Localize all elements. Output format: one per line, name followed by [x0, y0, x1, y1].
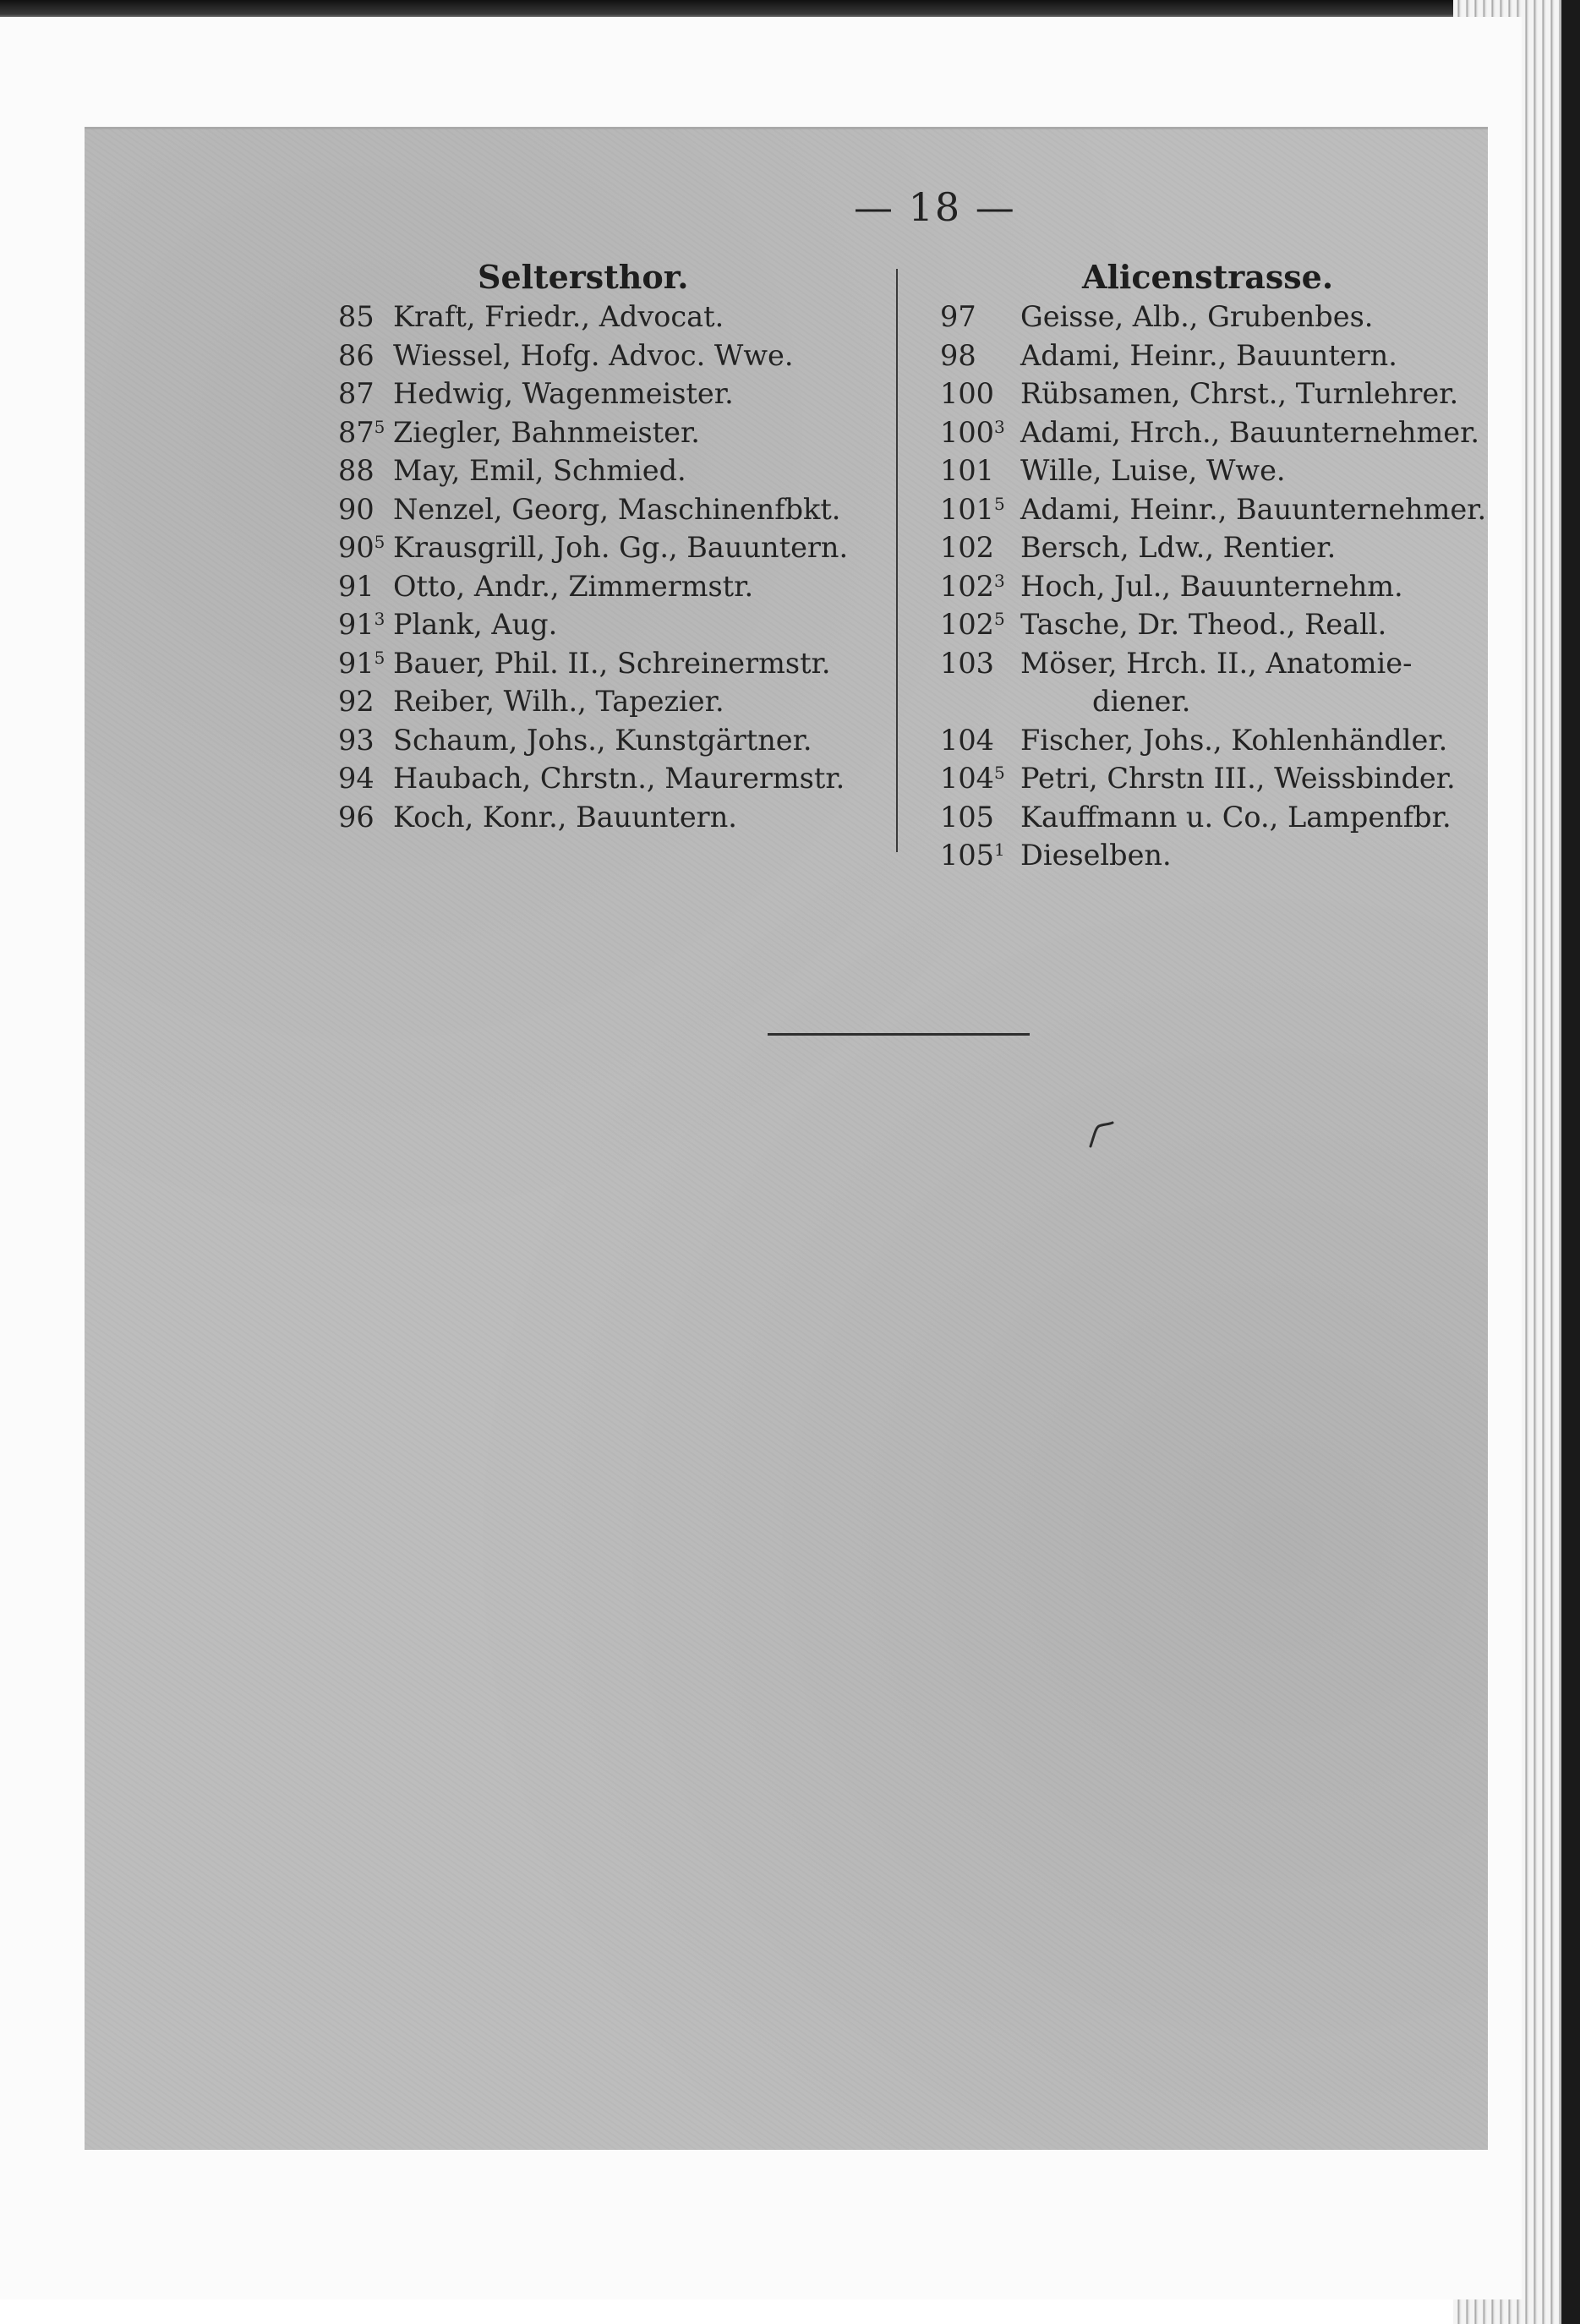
house-number [940, 724, 1020, 757]
directory-entry [940, 759, 1498, 798]
directory-entry [338, 605, 879, 644]
house-number-suffix: 3 [993, 416, 1005, 437]
house-number [940, 416, 1020, 449]
resident-name: Wille, Luise, Wwe. [1020, 454, 1286, 488]
resident-name: Geisse, Alb., Grubenbes. [1020, 300, 1374, 334]
pencil-mark [1084, 1118, 1118, 1151]
resident-name: Hedwig, Wagenmeister. [393, 377, 734, 411]
house-number [338, 493, 393, 526]
directory-entry [940, 721, 1498, 760]
house-number-base: 86 [338, 338, 374, 372]
directory-entry [940, 451, 1498, 490]
house-number-suffix: 3 [993, 570, 1005, 591]
house-number-base: 87 [338, 377, 374, 411]
house-number [338, 647, 393, 680]
house-number-suffix: 5 [993, 763, 1005, 784]
house-number [338, 608, 393, 641]
house-number [940, 454, 1020, 487]
resident-name: Otto, Andr., Zimmermstr. [393, 569, 754, 603]
house-number [338, 801, 393, 834]
house-number [338, 377, 393, 410]
directory-entry [338, 644, 879, 683]
house-number [940, 801, 1020, 834]
house-number-base: 101 [940, 492, 994, 526]
directory-entry [940, 336, 1498, 375]
house-number-base: 103 [940, 646, 994, 680]
house-number [338, 339, 393, 372]
resident-name: Fischer, Johs., Kohlenhändler. [1020, 723, 1448, 757]
house-number-base: 97 [940, 300, 976, 334]
street-heading-seltersthor: Seltersthor. [478, 258, 689, 296]
resident-name: Bersch, Ldw., Rentier. [1020, 531, 1337, 565]
house-number [940, 647, 1020, 680]
house-number-base: 100 [940, 377, 994, 411]
house-number-suffix: 5 [993, 609, 1005, 630]
resident-name: Bauer, Phil. II., Schreinermstr. [393, 646, 831, 680]
directory-entry [338, 490, 879, 529]
house-number [338, 570, 393, 603]
resident-name: Nenzel, Georg, Maschinenfbkt. [393, 492, 841, 526]
directory-entry [940, 644, 1498, 683]
house-number-base: 87 [338, 415, 374, 449]
resident-name: Ziegler, Bahnmeister. [393, 415, 700, 449]
house-number [338, 300, 393, 333]
directory-entry [338, 567, 879, 606]
resident-name: May, Emil, Schmied. [393, 454, 686, 488]
directory-entry [338, 682, 879, 721]
resident-name: Tasche, Dr. Theod., Reall. [1020, 608, 1387, 642]
house-number-base: 102 [940, 608, 994, 642]
resident-list-left [338, 298, 879, 836]
house-number [338, 454, 393, 487]
resident-name: Krausgrill, Joh. Gg., Bauuntern. [393, 531, 849, 565]
directory-entry [338, 721, 879, 760]
directory-entry [940, 375, 1498, 413]
resident-name: Schaum, Johs., Kunstgärtner. [393, 723, 812, 757]
house-number-base: 90 [338, 531, 374, 565]
resident-name: Haubach, Chrstn., Maurermstr. [393, 762, 845, 796]
resident-name: Adami, Heinr., Bauuntern. [1020, 338, 1397, 372]
resident-name: Plank, Aug. [393, 608, 558, 642]
directory-entry [338, 759, 879, 798]
house-number-suffix: 5 [374, 647, 385, 668]
directory-entry [940, 490, 1498, 529]
resident-name: Rübsamen, Chrst., Turnlehrer. [1020, 377, 1459, 411]
directory-entry [338, 451, 879, 490]
house-number-base: 96 [338, 800, 374, 834]
house-number-suffix: 5 [993, 493, 1005, 514]
section-end-rule [768, 1033, 1030, 1036]
house-number-base: 85 [338, 300, 374, 334]
directory-entry [940, 567, 1498, 606]
house-number-base: 104 [940, 762, 994, 796]
house-number-base: 92 [338, 685, 374, 719]
house-number-base: 90 [338, 492, 374, 526]
house-number-base: 98 [940, 338, 976, 372]
resident-name: Möser, Hrch. II., Anatomie- [1020, 646, 1413, 680]
resident-name: Koch, Konr., Bauuntern. [393, 800, 737, 834]
house-number-base: 101 [940, 454, 994, 488]
resident-name: Wiessel, Hofg. Advoc. Wwe. [393, 338, 794, 372]
house-number [940, 493, 1020, 526]
directory-entry [338, 298, 879, 336]
house-number-base: 91 [338, 608, 374, 642]
house-number [940, 570, 1020, 603]
house-number-suffix: 1 [993, 839, 1005, 861]
house-number [338, 531, 393, 564]
house-number-suffix: 5 [374, 532, 385, 553]
resident-name: Kraft, Friedr., Advocat. [393, 300, 724, 334]
house-number-base: 94 [338, 762, 374, 796]
directory-entry [338, 798, 879, 837]
resident-name: Reiber, Wilh., Tapezier. [393, 685, 724, 719]
house-number [940, 377, 1020, 410]
resident-name: Kauffmann u. Co., Lampenfbr. [1020, 800, 1452, 834]
house-number [338, 416, 393, 449]
house-number [940, 839, 1020, 872]
directory-entry [940, 682, 1498, 721]
resident-name: Adami, Heinr., Bauunternehmer. [1020, 492, 1487, 526]
house-number-base: 104 [940, 723, 994, 757]
house-number [940, 300, 1020, 333]
directory-entry [940, 298, 1498, 336]
directory-entry [940, 528, 1498, 567]
resident-name: Petri, Chrstn III., Weissbinder. [1020, 762, 1456, 796]
street-heading-alicenstrasse: Alicenstrasse. [1082, 258, 1334, 296]
resident-name: Adami, Hrch., Bauunternehmer. [1020, 415, 1480, 449]
directory-entry [338, 375, 879, 413]
house-number [338, 762, 393, 795]
directory-entry [940, 605, 1498, 644]
resident-name: Hoch, Jul., Bauunternehm. [1020, 569, 1403, 603]
house-number-base: 102 [940, 531, 994, 565]
house-number [940, 339, 1020, 372]
directory-entry [338, 336, 879, 375]
directory-entry [940, 836, 1498, 875]
house-number [940, 608, 1020, 641]
resident-name: Dieselben. [1020, 839, 1172, 872]
house-number [338, 724, 393, 757]
directory-entry [338, 413, 879, 452]
house-number-base: 91 [338, 646, 374, 680]
directory-entry [940, 413, 1498, 452]
house-number-base: 93 [338, 723, 374, 757]
house-number-base: 105 [940, 839, 994, 872]
house-number-suffix: 3 [374, 609, 385, 630]
page-number: — 18 — [854, 184, 1016, 230]
house-number [940, 762, 1020, 795]
house-number [940, 531, 1020, 564]
house-number-base: 88 [338, 454, 374, 488]
directory-entry [940, 798, 1498, 837]
house-number [338, 685, 393, 718]
resident-list-right [940, 298, 1498, 875]
directory-entry [338, 528, 879, 567]
house-number-base: 105 [940, 800, 994, 834]
house-number-base: 100 [940, 415, 994, 449]
house-number-base: 102 [940, 569, 994, 603]
column-divider [896, 269, 898, 852]
resident-name: diener. [1092, 685, 1191, 719]
house-number-suffix: 5 [374, 416, 385, 437]
house-number-base: 91 [338, 569, 374, 603]
